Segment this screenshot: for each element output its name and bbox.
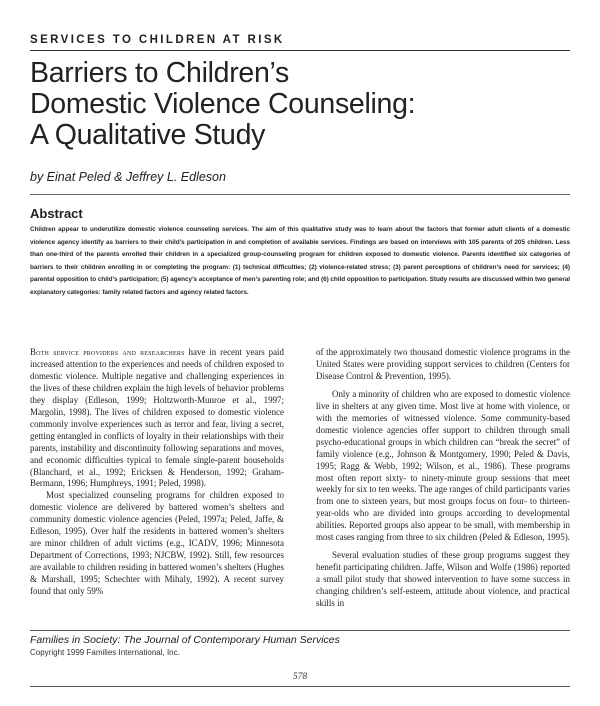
title-line-1: Barriers to Children’s bbox=[30, 57, 289, 89]
bottom-rule bbox=[30, 686, 570, 687]
lead-in-text: Both service providers and researchers bbox=[30, 347, 185, 357]
title-line-3: A Qualitative Study bbox=[30, 119, 266, 151]
journal-name: Families in Society: The Journal of Contemporary Human Services bbox=[30, 634, 340, 646]
author-byline: by Einat Peled & Jeffrey L. Edleson bbox=[30, 170, 226, 184]
right-paragraph-1: of the approximately two thousand domestic violence programs in the United States were providing support services to children (Centers for Disease Control & Prevention, 1995). bbox=[316, 347, 570, 381]
article-title bbox=[30, 58, 570, 151]
left-paragraph-1 bbox=[30, 347, 284, 490]
footer-rule bbox=[30, 630, 570, 631]
body-column-right bbox=[316, 347, 570, 610]
copyright-notice: Copyright 1999 Families International, Inc. bbox=[30, 648, 180, 657]
abstract-heading: Abstract bbox=[30, 206, 83, 221]
page-number: 578 bbox=[292, 672, 308, 682]
abstract-text: Children appear to underutilize domestic violence counseling services. The aim of this qualitative study was to learn about the factors that former adult clients of a domestic violence agency identify as barriers to their child’s participation in and completion of available services. Findings are based on interviews with 105 parents of 205 children. Less than one-third of the parents enrolled their children in a specialized group-counseling program for children exposed to domestic violence. Parents identified six categories of barriers to their children enrolling in or completing the program: (1) technical difficulties; (2) violence-related stress; (3) parent perceptions of children’s need for services; (4) parental opposition to child’s participation; (5) agency’s acceptance of men’s parenting role; and (6) child opposition to participation. Study results are discussed within two general explanatory categories: family related factors and agency related factors. bbox=[30, 226, 570, 296]
left-paragraph-2: Most specialized counseling programs for children exposed to domestic violence are delivered by battered women’s shelters and community domestic violence agencies (Peled, 1997a; Peled, Jaffe, & Edleson, 1995). Over half the residents in battered women’s shelters are minor children of adult victims (e.g., ICADV, 1996; Minnesota Department of Corrections, 1993; NJCBW, 1992). Still, few resources are available to children residing in battered women’s shelters (Hughes & Marshall, 1995; Schechter with Mihaly, 1992). A recent survey found that only 59% bbox=[30, 490, 284, 597]
left-paragraph-1-text: have in recent years paid increased attention to the experiences and needs of children exposed to domestic violence. Multiple negative and challenging experiences in the lives of these children explain the high levels of behavior problems they display (Edleson, 1999; Holtzworth-Munroe et al., 1997; Margolin, 1998). The lives of children exposed to domestic violence commonly involve experiences such as terror and fear, living a secret, getting entangled in conflicts of loyalty in their relationships with their parents, instability and discontinuity following separations and moves, and economic difficulties typical to female single-parent households (Blanchard, et al., 1992; Ericksen & Henderson, 1992; Graham-Bermann, 1996; Humphreys, 1991; Peled, 1998). bbox=[30, 347, 284, 489]
body-column-left bbox=[30, 347, 284, 598]
title-line-2: Domestic Violence Counseling: bbox=[30, 88, 416, 120]
byline-rule bbox=[30, 194, 570, 195]
header-rule bbox=[30, 50, 570, 51]
right-paragraph-3: Several evaluation studies of these group programs suggest they benefit participating children. Jaffe, Wilson and Wolfe (1986) reported a small pilot study that showed intervention to have some success in changing children’s self-esteem, attitude about violence, and practical skills in bbox=[316, 550, 570, 609]
right-paragraph-2: Only a minority of children who are exposed to domestic violence live in shelters at any given time. Most live at home with violence, or with the memories of witnessed violence. Some community-based domestic violence agencies offer support to children through small psycho-educational groups in which children can “break the secret” of family violence (e.g., Johnson & Montgomery, 1990; Peled & Davis, 1995; Ragg & Webb, 1992; Wilson, et al., 1986). These programs most often report sixty- to ninety-minute group sessions that meet weekly for six to ten weeks. The age ranges of child participants varies from one to sixteen years, but most groups focus on four- to thirteen-year-olds who are divided into groups according to developmental abilities. Reported groups also appear to be small, with membership in most cases ranging from three to six children (Peled & Edleson, 1995). bbox=[316, 388, 570, 543]
series-header: SERVICES TO CHILDREN AT RISK bbox=[30, 34, 285, 46]
